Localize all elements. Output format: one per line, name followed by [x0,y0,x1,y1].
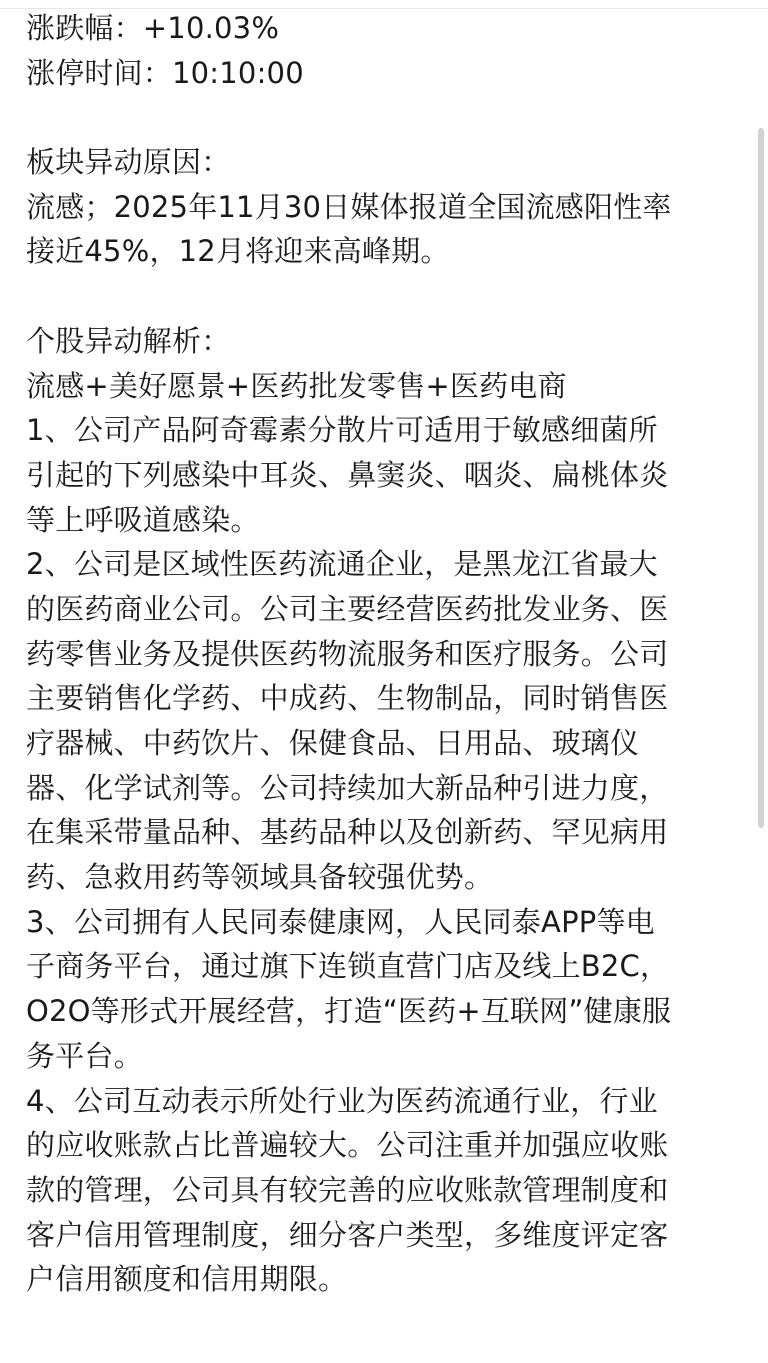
price-change-text: 涨跌幅：+10.03% [26,11,280,45]
analysis-line: 4、公司互动表示所处行业为医药流通行业，行业 [26,1083,658,1118]
paragraph-spacer [26,274,748,319]
analysis-line: 引起的下列感染中耳炎、鼻窦炎、咽炎、扁桃体炎 [26,457,669,492]
stock-analysis-tags: 流感+美好愿景+医药批发零售+医药电商 [26,368,567,403]
analysis-line: 在集采带量品种、基药品种以及创新药、罕见病用 [26,815,669,850]
analysis-line: 主要销售化学药、中成药、生物制品，同时销售医 [26,681,669,716]
limit-up-time-text: 涨停时间：10:10:00 [26,55,304,90]
analysis-line: 等上呼吸道感染。 [26,502,260,537]
analysis-line: 务平台。 [26,1038,143,1073]
analysis-line: 药零售业务及提供医药物流服务和医疗服务。公司 [26,636,669,671]
vertical-scrollbar[interactable] [758,128,764,828]
analysis-line: 户信用额度和信用期限。 [26,1262,348,1297]
analysis-line: O2O等形式开展经营，打造“医药+互联网”健康服 [26,994,672,1029]
article-body [26,6,748,1302]
paragraph-spacer [26,95,748,140]
analysis-line: 2、公司是区域性医药流通企业，是黑龙江省最大 [26,547,658,582]
analysis-line: 药、急救用药等领域具备较强优势。 [26,860,494,895]
analysis-line: 款的管理，公司具有较完善的应收账款管理制度和 [26,1172,669,1207]
analysis-line: 器、化学试剂等。公司持续加大新品种引进力度， [26,770,669,805]
sector-reason-line: 接近45%，12月将迎来高峰期。 [26,234,450,269]
sector-reason-heading: 板块异动原因： [26,145,231,180]
stock-analysis-heading: 个股异动解析： [26,323,231,358]
analysis-line: 3、公司拥有人民同泰健康网，人民同泰APP等电 [26,904,655,939]
analysis-line: 的应收账款占比普遍较大。公司注重并加强应收账 [26,1128,669,1163]
analysis-line: 疗器械、中药饮片、保健食品、日用品、玻璃仪 [26,726,640,760]
analysis-line: 客户信用管理制度，细分客户类型，多维度评定客 [26,1217,669,1252]
analysis-line: 的医药商业公司。公司主要经营医药批发业务、医 [26,591,669,626]
sector-reason-line: 流感；2025年11月30日媒体报道全国流感阳性率 [26,189,672,224]
analysis-line: 子商务平台，通过旗下连锁直营门店及线上B2C， [26,949,670,984]
analysis-line: 1、公司产品阿奇霉素分散片可适用于敏感细菌所 [26,413,658,448]
